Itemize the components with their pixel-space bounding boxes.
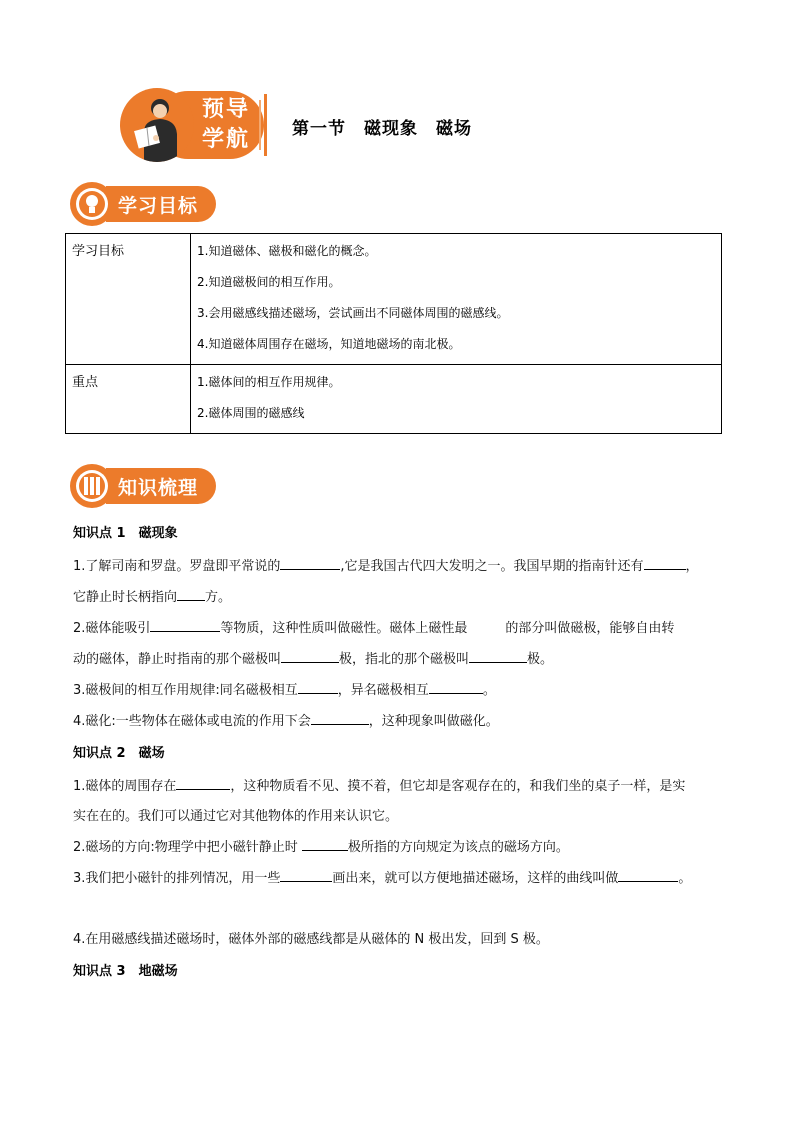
- blank[interactable]: [469, 649, 527, 663]
- section-banner-goals: [70, 182, 220, 226]
- kp1-line1: 1.了解司南和罗盘。罗盘即平常说的 ,它是我国古代四大发明之一。我国早期的指南针还有 ，: [73, 555, 699, 574]
- row-content: [191, 365, 722, 434]
- row-header: 学习目标: [66, 234, 191, 365]
- kp1-line5: 3.磁极间的相互作用规律:同名磁极相互 ，异名磁极相互 。: [73, 679, 496, 698]
- list-item: 1.磁体间的相互作用规律。: [197, 375, 341, 389]
- blank[interactable]: [176, 776, 230, 790]
- kp1-title: 知识点 1 磁现象: [73, 526, 178, 541]
- reading-person-illustration: [120, 88, 194, 162]
- kp2-line4: 3.我们把小磁针的排列情况，用一些 画出来，就可以方便地描述磁场，这样的曲线叫做 。: [73, 867, 691, 886]
- blank[interactable]: [150, 618, 220, 632]
- list-item: 3.会用磁感线描述磁场，尝试画出不同磁体周围的磁感线。: [197, 306, 509, 320]
- blank[interactable]: [618, 868, 678, 882]
- kp1-line3: 2.磁体能吸引 等物质，这种性质叫做磁性。磁体上磁性最 的部分叫做磁极，能够自由转: [73, 617, 674, 636]
- kp2-line1: 1.磁体的周围存在 ，这种物质看不见、摸不着，但它却是客观存在的，和我们坐的桌子一样，是实: [73, 775, 685, 794]
- table-row: [66, 234, 722, 365]
- blank[interactable]: [280, 556, 340, 570]
- section-label: 学习目标: [118, 195, 199, 217]
- blank[interactable]: [177, 587, 205, 601]
- blank[interactable]: [429, 680, 483, 694]
- list-item: 2.知道磁极间的相互作用。: [197, 275, 341, 289]
- kp1-line6: 4.磁化:一些物体在磁体或电流的作用下会 ，这种现象叫做磁化。: [73, 710, 499, 729]
- list-item: 1.知道磁体、磁极和磁化的概念。: [197, 244, 377, 258]
- header-badge: [118, 88, 270, 162]
- section-label: 知识梳理: [118, 477, 199, 499]
- badge-text-line1: 预导: [202, 96, 251, 122]
- kp2-title: 知识点 2 磁场: [73, 746, 165, 761]
- list-item: 2.磁体周围的磁感线: [197, 406, 305, 420]
- blank[interactable]: [311, 711, 369, 725]
- books-icon: [70, 464, 114, 508]
- kp2-line2: 实在在的。我们可以通过它对其他物体的作用来认识它。: [73, 809, 399, 824]
- section-banner-knowledge: [70, 464, 220, 508]
- blank[interactable]: [302, 837, 348, 851]
- lightbulb-icon: [70, 182, 114, 226]
- blank[interactable]: [281, 649, 339, 663]
- row-content: [191, 234, 722, 365]
- page-title: 第一节 磁现象 磁场: [292, 119, 472, 139]
- blank[interactable]: [644, 556, 686, 570]
- blank[interactable]: [298, 680, 338, 694]
- kp1-line4: 动的磁体，静止时指南的那个磁极叫 极，指北的那个磁极叫 极。: [73, 648, 553, 667]
- kp2-line3: 2.磁场的方向:物理学中把小磁针静止时 极所指的方向规定为该点的磁场方向。: [73, 836, 569, 855]
- kp2-line5: 4.在用磁感线描述磁场时，磁体外部的磁感线都是从磁体的 N 极出发，回到 S 极。: [73, 932, 549, 947]
- row-header: 重点: [66, 365, 191, 434]
- kp3-title: 知识点 3 地磁场: [73, 964, 178, 979]
- blank[interactable]: [280, 868, 332, 882]
- table-row: [66, 365, 722, 434]
- goals-table: [65, 233, 722, 434]
- list-item: 4.知道磁体周围存在磁场，知道地磁场的南北极。: [197, 337, 461, 351]
- kp1-line2: 它静止时长柄指向 方。: [73, 586, 231, 605]
- badge-text-line2: 学航: [202, 126, 251, 152]
